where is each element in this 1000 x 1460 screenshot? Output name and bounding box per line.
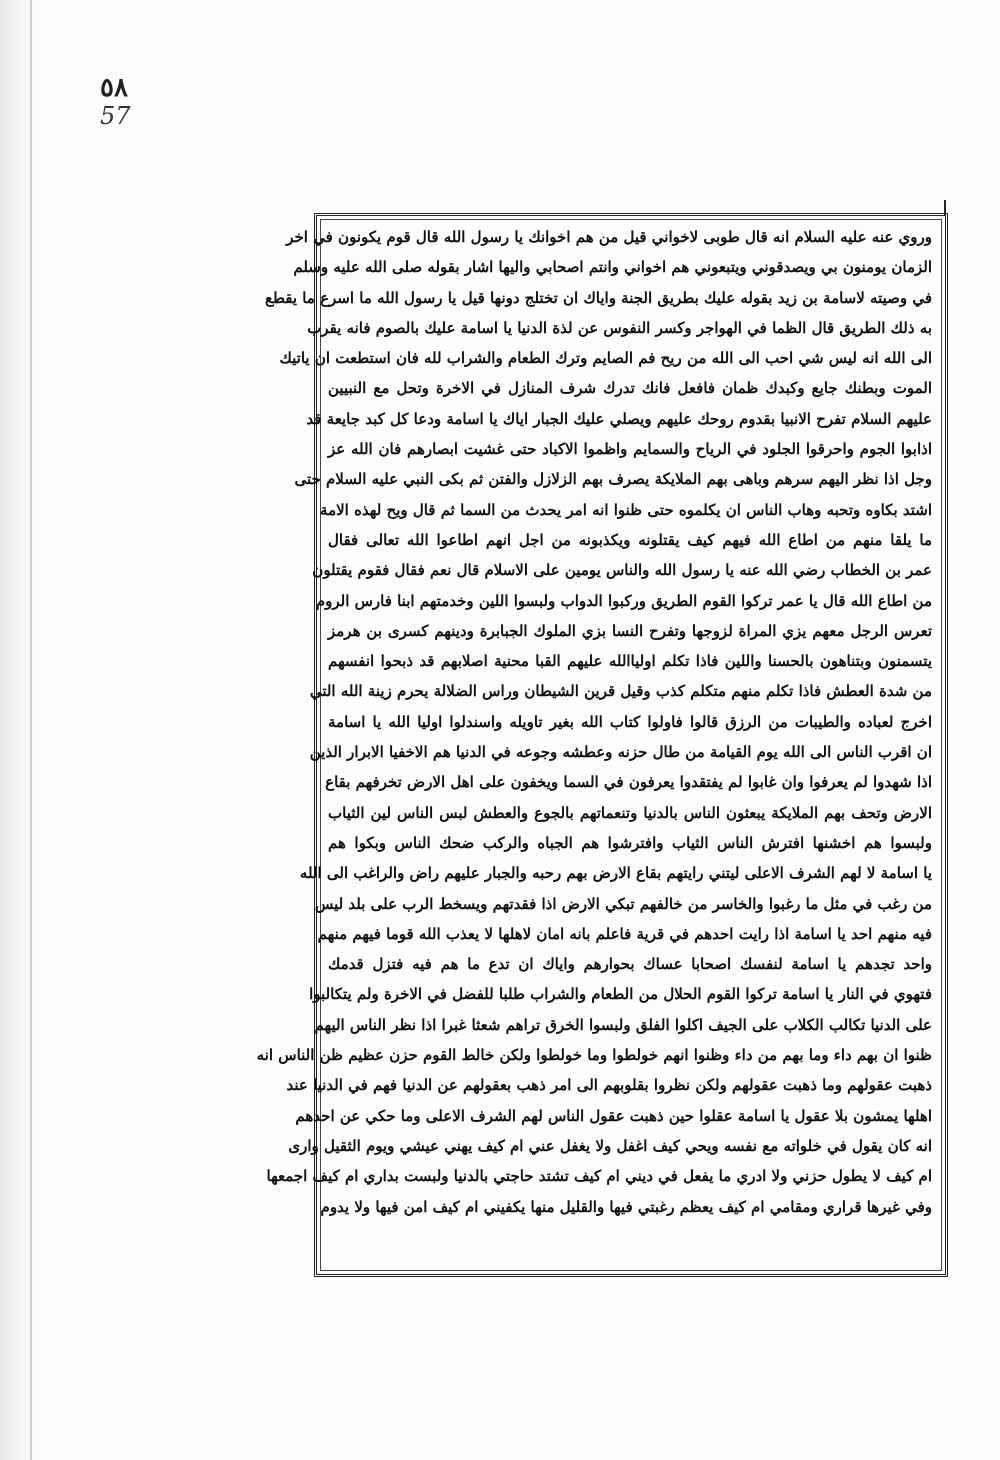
text-line: على الدنيا تكالب الكلاب على الجيف اكلوا الفلق ولبسوا الخرق تراهم شعثا غبرا اذا نظر الناس اليهم: [314, 1015, 932, 1034]
text-line: فتهوي في النار يا اسامة تركوا القوم الحلال من الطعام والشراب طلبا للفضل في الاخرة ولم يتكالبوا: [309, 985, 932, 1004]
folio-western: 57: [100, 101, 131, 130]
folio-arabic: ٥٨: [100, 73, 128, 103]
text-line: في وصيته لاسامة بن زيد بقوله عليك بطريق الجنة واياك ان تختلج دونها قيل يا رسول الله ما اسرع ما يقطع: [264, 288, 932, 307]
text-line: وروي عنه عليه السلام انه قال طوبى لاخواني قيل من هم اخوانك يا رسول الله قال قوم يكونون في اخر: [286, 228, 932, 246]
text-line: ام كيف لا يطول حزني ولا ادري ما يفعل في ديني ام كيف تشتد حاجتي بالدنيا ولبست بداري ام كيف اجمعها: [266, 1167, 932, 1186]
text-line: الى الله انه ليس شي احب الى الله من ريح فم الصايم وترك الطعام والشراب لله فان استطعت ان ياتيك: [279, 349, 932, 368]
text-line: يتسمنون وبتناهون بالحسنا واللين فاذا تكلم اولياالله عليهم القبا محنية اصلابهم قد ذبحوا انفسهم: [328, 652, 932, 671]
text-line: اذابوا الجوم واحرقوا الجلود في الرياح والسمايم واظموا الاكباد حتى غشيت ابصارهم فان الله عز: [328, 440, 932, 459]
manuscript-text-block: [256, 222, 932, 1262]
text-line: من اطاع الله قال يا عمر تركوا القوم الطريق وركبوا الدواب ولبسوا اللين وخدمتهم ابنا فارس الروم: [315, 591, 932, 610]
text-line: ظنوا ان بهم داء وما بهم من داء وظنوا انهم خولطوا وما خولطوا ولكن خالط القوم حزن عظيم ظن الناس انه: [256, 1046, 932, 1065]
text-line: تعرس الرجل معهم يزي المراة لزوجها وتفرح النسا بزي الملوك الجبابرة ودينهم كسرى بن هرمز: [328, 621, 932, 640]
text-line: الزمان يومنون بي ويصدقوني ويتبعوني هم اخواني وانتم اصحابي واليها اشار بقوله صلى الله عليه وسلم: [293, 258, 932, 277]
text-line: به ذلك الطريق قال الظما في الهواجر وكسر النفوس عن لذة الدنيا يا اسامة عليك بالصوم فانه يقرب: [307, 318, 932, 337]
text-line: ما يلقا منهم من اطاع الله فيهم كيف يقتلونه ويكذبونه من اجل انهم اطاعوا الله تعالى فقال: [328, 530, 932, 549]
text-line: ان اقرب الناس الى الله يوم القيامة من طال حزنه وعطشه وجوعه في الدنيا هم الاخفيا الابرار الذين: [309, 743, 932, 762]
folio-number: [100, 74, 160, 129]
text-line: فيه منهم احد يا اسامة اذا رايت احدهم في قرية فاعلم بانه امان لاهلها لا يعذب الله قوما فيهم منهم: [317, 924, 932, 943]
text-line: الارض وتحف بهم الملايكة يبعثون الناس بالدنيا وتنعماتهم بالجوع والعطش لبس الناس لين الثياب: [328, 803, 932, 822]
text-line: اهلها يمشون بلا عقول يا اسامة عقلوا حين ذهبت عقول الناس لهم الشرف الاعلى وما حكي عن احدهم: [295, 1106, 932, 1125]
text-line: اشتد بكاوه وتحبه وهاب الناس ان يكلموه حتى ظنوا انه امر يحدث من السما ثم قال ويح لهذه الامة: [320, 500, 932, 519]
text-line: عمر بن الخطاب رضي الله عنه يا رسول الله والناس يومين على الاسلام قال نعم فقال فقوم يقتلون: [312, 561, 932, 580]
text-line: ولبسوا هم اخشنها افترش الناس الثياب وافترشوا هم الجباه والركب ضحك الناس وبكوا هم: [328, 833, 932, 852]
text-line: اخرج لعباده والطيبات من الرزق قالوا فاولوا كتاب الله بغير تاويله واسندلوا اوليا الله يا اسامة: [328, 712, 932, 731]
text-line: من شدة العطش فاذا تكلم منهم متكلم كذب وقيل قرين الشيطان وراس الضلالة يحرم زينة الله التي: [309, 682, 932, 701]
library-stamp: [868, 1440, 904, 1454]
text-line: وجل اذا نظر اليهم سرهم وباهى بهم الملايكة يصرف بهم الزلازل والفتن ثم بكى النبي عليه السلام حتى: [294, 470, 932, 489]
binding-gutter: [0, 0, 34, 1460]
binding-edge-line: [30, 0, 32, 1460]
text-line: من رغب في مثل ما رغبوا والخاسر من خالفهم تبكي الارض اذا فقدتهم ويسخط الرب على بلد ليس: [314, 894, 932, 913]
text-line: واحد تجدهم يا اسامة لنفسك اصحابا عساك بحوارهم واياك ان تدع ما هم فيه فتزل قدمك: [328, 955, 932, 974]
text-line: يا اسامة لا لهم الشرف الاعلى ليتني رايتهم بقاع الارض بهم رحبه والجبار عليهم راض والراغب الى الله: [299, 864, 932, 883]
text-line: عليهم السلام تفرح الانبيا بقدوم روحك عليهم ويصلي عليك الجبار اياك يا اسامة ودعا كل كبد جايعة قد: [306, 409, 932, 428]
text-line: ذهبت عقولهم وما ذهبت عقولهم ولكن نظروا بقلوبهم الى امر ذهب بعقولهم عن الدنيا فهم في الدنيا عند: [286, 1076, 932, 1095]
text-line: وفي غيرها قراري ومقامي ام كيف يعظم رغبتي فيها والقليل منها يكفيني ام كيف امن فيها ولا يدوم: [320, 1197, 932, 1216]
text-line: اذا شهدوا لم يعرفوا وان غابوا لم يفتقدوا يعرفون في السما ويخفون على اهل الارض تخرفهم بقاع: [325, 773, 932, 792]
text-line: الموت وبطنك جايع وكبدك ظمان فافعل فانك تدرك شرف المنازل في الاخرة وتحل مع النبيين: [328, 379, 932, 398]
text-line: انه كان يقول في خلواته مع نفسه ويحي كيف اغفل ولا يغفل عني ام كيف يهني عيشي ويوم الثقيل وارى: [288, 1136, 932, 1155]
